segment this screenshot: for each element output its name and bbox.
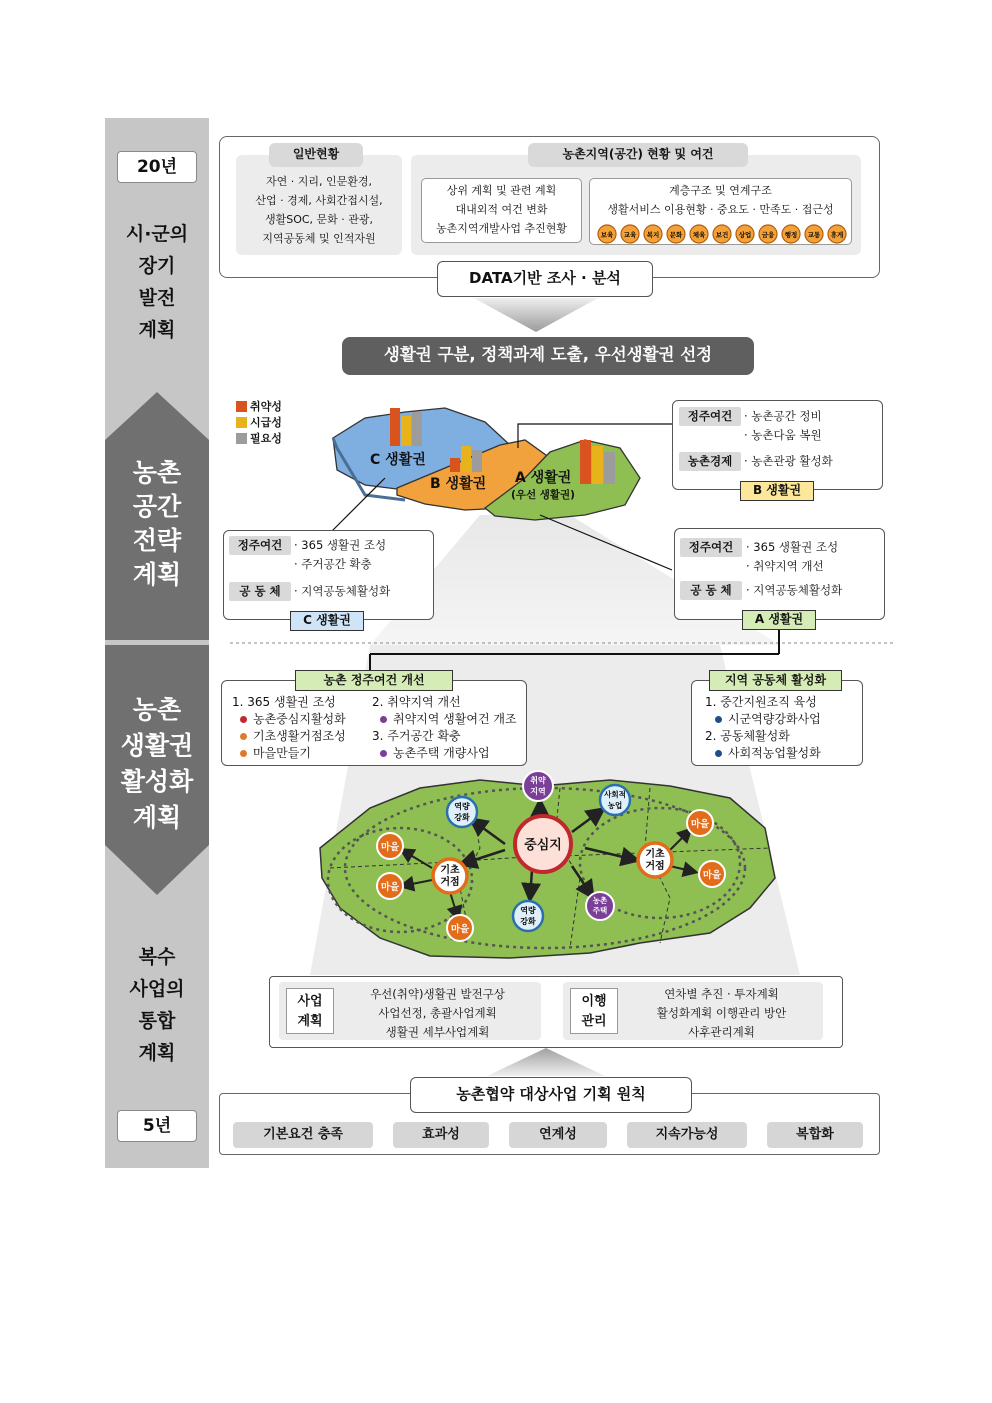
capacity-node bbox=[447, 797, 477, 827]
general-line: 생활SOC, 문화 · 관광, bbox=[264, 213, 374, 226]
svg-text:마을: 마을 bbox=[380, 842, 400, 853]
settlement-text: 2. 취약지역 개선 bbox=[372, 695, 461, 709]
settlement-col1 bbox=[232, 694, 346, 762]
settlement-item bbox=[372, 711, 517, 728]
svg-text:복지: 복지 bbox=[646, 231, 660, 239]
svg-text:강화: 강화 bbox=[520, 917, 536, 926]
service-circle bbox=[643, 224, 663, 244]
svg-text:행정: 행정 bbox=[784, 231, 798, 239]
svg-text:중심지: 중심지 bbox=[524, 838, 562, 853]
service-circle bbox=[781, 224, 801, 244]
svg-text:기초: 기초 bbox=[645, 849, 665, 860]
settlement-text: 기초생활거점조성 bbox=[253, 729, 346, 743]
legend bbox=[236, 398, 316, 446]
capacity-node bbox=[513, 901, 543, 931]
zone-a-tag: A 생활권 bbox=[742, 610, 816, 630]
svg-text:역량: 역량 bbox=[454, 802, 470, 811]
zone-c-items1 bbox=[294, 536, 386, 574]
community-items bbox=[705, 694, 821, 762]
community-title: 지역 공동체 활성화 bbox=[709, 670, 842, 691]
settlement-item bbox=[372, 745, 517, 762]
stage-activation-plan: 농촌 생활권 활성화 계획 bbox=[120, 695, 194, 832]
village-node bbox=[699, 861, 725, 887]
zone-a-items1 bbox=[746, 538, 838, 576]
settlement-title: 농촌 정주여건 개선 bbox=[295, 670, 453, 691]
bullet-blue bbox=[715, 716, 722, 723]
zone-b-items1 bbox=[744, 407, 822, 445]
bar-a-urgent bbox=[592, 446, 603, 484]
zone-c-item: · 365 생활권 조성 bbox=[294, 538, 387, 552]
village-node bbox=[687, 810, 713, 836]
bar-a-need bbox=[604, 452, 615, 484]
svg-text:금융: 금융 bbox=[761, 231, 775, 239]
implementation-lines bbox=[624, 985, 819, 1042]
zone-a-item: · 지역공동체활성화 bbox=[746, 583, 843, 597]
svg-text:마을: 마을 bbox=[380, 882, 400, 893]
rural-left-line: 대내외적 여건 변화 bbox=[455, 203, 548, 216]
settlement-text: 3. 주거공간 확충 bbox=[372, 729, 461, 743]
legend-item bbox=[236, 414, 316, 430]
community-text: 2. 공동체활성화 bbox=[705, 729, 790, 743]
bar-a-vuln bbox=[580, 440, 591, 484]
bullet-orange bbox=[240, 750, 247, 757]
settlement-text: 마을만들기 bbox=[253, 746, 311, 760]
principle-sustainability: 지속가능성 bbox=[627, 1122, 747, 1148]
region-map bbox=[325, 400, 655, 530]
general-line: 산업 · 경제, 사회간접시설, bbox=[255, 194, 383, 207]
settlement-col2 bbox=[372, 694, 517, 762]
settlement-heading bbox=[372, 694, 517, 711]
data-analysis-label: DATA기반 조사 · 분석 bbox=[437, 261, 653, 297]
year-top-badge: 20년 bbox=[117, 151, 197, 183]
housing-node bbox=[586, 892, 614, 920]
project-plan-label: 사업 계획 bbox=[286, 988, 334, 1034]
legend-swatch bbox=[236, 417, 247, 428]
bar-b-vuln bbox=[450, 458, 460, 472]
year-bottom-badge: 5년 bbox=[117, 1110, 197, 1142]
community-item bbox=[705, 745, 821, 762]
general-line: 자연 · 지리, 인문환경, bbox=[266, 175, 372, 188]
social-farm-node bbox=[600, 785, 630, 815]
zone-b-label2: 농촌경제 bbox=[679, 452, 741, 471]
village-node bbox=[447, 915, 473, 941]
community-heading bbox=[705, 694, 821, 711]
svg-text:농촌: 농촌 bbox=[592, 896, 608, 905]
map-label-a: A 생활권 bbox=[515, 470, 572, 486]
general-title: 일반현황 bbox=[269, 143, 363, 167]
implementation-line: 사후관리계획 bbox=[688, 1025, 755, 1039]
settlement-item bbox=[232, 711, 346, 728]
zone-b-item: · 농촌공간 정비 bbox=[744, 409, 822, 423]
community-heading bbox=[705, 728, 821, 745]
svg-text:농업: 농업 bbox=[607, 801, 623, 810]
bar-c-need bbox=[412, 412, 422, 446]
zone-a-label1: 정주여건 bbox=[680, 538, 742, 557]
svg-text:보육: 보육 bbox=[600, 231, 614, 239]
svg-text:마을: 마을 bbox=[690, 819, 710, 830]
svg-text:강화: 강화 bbox=[454, 813, 470, 822]
rural-title: 농촌지역(공간) 현황 및 여건 bbox=[528, 143, 748, 167]
svg-text:거점: 거점 bbox=[645, 861, 665, 872]
project-plan-lines bbox=[340, 985, 535, 1042]
zone-b-item: · 농촌다움 복원 bbox=[744, 428, 822, 442]
project-plan-line: 생활권 세부사업계획 bbox=[385, 1025, 490, 1039]
legend-item bbox=[236, 398, 316, 414]
zone-c-item: · 주거공간 확충 bbox=[294, 557, 372, 571]
up-arrow bbox=[487, 1048, 605, 1076]
svg-text:거점: 거점 bbox=[440, 877, 460, 888]
legend-swatch bbox=[236, 401, 247, 412]
zone-b-label1: 정주여건 bbox=[679, 407, 741, 426]
vulnerable-node bbox=[523, 771, 553, 801]
legend-swatch bbox=[236, 433, 247, 444]
bullet-purple bbox=[380, 750, 387, 757]
bullet-red bbox=[240, 716, 247, 723]
legend-label: 취약성 bbox=[250, 400, 282, 413]
legend-label: 필요성 bbox=[250, 432, 282, 445]
principle-complexity: 복합화 bbox=[767, 1122, 863, 1148]
community-text: 사회적농업활성화 bbox=[728, 746, 821, 760]
general-lines bbox=[236, 172, 402, 248]
service-circle bbox=[620, 224, 640, 244]
service-circle bbox=[758, 224, 778, 244]
village-node bbox=[377, 833, 403, 859]
service-circle bbox=[597, 224, 617, 244]
bullet-purple bbox=[380, 716, 387, 723]
split-arrows bbox=[0, 630, 992, 680]
principle-effectiveness: 효과성 bbox=[393, 1122, 489, 1148]
stage-space-strategy: 농촌 공간 전략 계획 bbox=[132, 458, 182, 589]
settlement-text: 취약지역 생활여건 개조 bbox=[393, 712, 517, 726]
rural-left-line: 상위 계획 및 관련 계획 bbox=[446, 184, 557, 197]
project-plan-line: 우선(취약)생활권 발전구상 bbox=[370, 987, 505, 1001]
zone-c-item: · 지역공동체활성화 bbox=[294, 584, 391, 598]
zone-c-label2: 공 동 체 bbox=[229, 582, 291, 601]
svg-text:마을: 마을 bbox=[702, 870, 722, 881]
svg-text:지역: 지역 bbox=[530, 787, 546, 796]
bar-b-need bbox=[472, 450, 482, 472]
project-plan-line: 사업선정, 총괄사업계획 bbox=[378, 1006, 497, 1020]
service-circle bbox=[689, 224, 709, 244]
rural-right-title: 계층구조 및 연계구조 bbox=[669, 184, 772, 197]
zoning-banner: 생활권 구분, 정책과제 도출, 우선생활권 선정 bbox=[342, 337, 754, 375]
service-circle bbox=[804, 224, 824, 244]
map-label-b: B 생활권 bbox=[430, 476, 487, 492]
center-node bbox=[515, 816, 571, 872]
svg-text:교육: 교육 bbox=[623, 231, 637, 239]
stage-integration-plan: 복수 사업의 통합 계획 bbox=[129, 946, 185, 1064]
community-text: 시군역량강화사업 bbox=[728, 712, 821, 726]
settlement-text: 농촌주택 개량사업 bbox=[393, 746, 490, 760]
map-label-a-sub: (우선 생활권) bbox=[511, 489, 575, 501]
service-circle bbox=[827, 224, 847, 244]
svg-text:휴게: 휴게 bbox=[830, 231, 844, 239]
bullet-blue bbox=[715, 750, 722, 757]
zone-c-tag: C 생활권 bbox=[290, 611, 364, 631]
svg-text:기초: 기초 bbox=[440, 865, 460, 876]
zone-b-item: · 농촌관광 활성화 bbox=[744, 454, 833, 468]
service-circles bbox=[597, 224, 847, 244]
rural-left-lines bbox=[421, 181, 582, 238]
svg-text:상업: 상업 bbox=[738, 231, 752, 239]
svg-text:주택: 주택 bbox=[592, 906, 608, 915]
service-circle bbox=[712, 224, 732, 244]
principles-title: 농촌협약 대상사업 기획 원칙 bbox=[410, 1077, 692, 1113]
svg-text:보건: 보건 bbox=[715, 231, 729, 239]
map-label-c: C 생활권 bbox=[370, 452, 426, 468]
village-node bbox=[377, 873, 403, 899]
settlement-text: 1. 365 생활권 조성 bbox=[232, 695, 336, 709]
service-circle bbox=[666, 224, 686, 244]
stage-city-plan: 시·군의 장기 발전 계획 bbox=[125, 223, 189, 341]
rural-right-sub: 생활서비스 이용현황 · 중요도 · 만족도 · 접근성 bbox=[607, 203, 834, 216]
bullet-orange bbox=[240, 733, 247, 740]
bar-c-urgent bbox=[401, 416, 411, 446]
legend-item bbox=[236, 430, 316, 446]
principle-basic: 기본요건 충족 bbox=[233, 1122, 373, 1148]
general-line: 지역공동체 및 인적자원 bbox=[262, 232, 376, 245]
implementation-line: 활성화계획 이행관리 방안 bbox=[656, 1006, 787, 1020]
bar-c-vuln bbox=[390, 408, 400, 446]
svg-text:사회적: 사회적 bbox=[604, 790, 626, 799]
zone-c-label1: 정주여건 bbox=[229, 536, 291, 555]
down-arrow-1 bbox=[474, 298, 598, 332]
zone-a-item: · 365 생활권 조성 bbox=[746, 540, 839, 554]
settlement-heading bbox=[232, 694, 346, 711]
rural-left-line: 농촌지역개발사업 추진현황 bbox=[435, 222, 567, 235]
svg-text:취약: 취약 bbox=[530, 776, 546, 785]
svg-text:교통: 교통 bbox=[807, 231, 821, 239]
community-item bbox=[705, 711, 821, 728]
zone-a-item: · 취약지역 개선 bbox=[746, 559, 824, 573]
implementation-line: 연차별 추진 · 투자계획 bbox=[664, 987, 779, 1001]
svg-text:체육: 체육 bbox=[692, 231, 706, 239]
settlement-heading bbox=[372, 728, 517, 745]
settlement-item bbox=[232, 728, 346, 745]
svg-text:역량: 역량 bbox=[520, 906, 536, 915]
network-map bbox=[310, 768, 780, 968]
svg-text:문화: 문화 bbox=[669, 231, 683, 239]
implementation-label: 이행 관리 bbox=[570, 988, 618, 1034]
svg-text:마을: 마을 bbox=[450, 924, 470, 935]
service-circle bbox=[735, 224, 755, 244]
settlement-item bbox=[232, 745, 346, 762]
base-node-right bbox=[638, 843, 672, 877]
legend-label: 시급성 bbox=[250, 416, 282, 429]
zone-b-tag: B 생활권 bbox=[740, 481, 814, 501]
community-text: 1. 중간지원조직 육성 bbox=[705, 695, 817, 709]
settlement-text: 농촌중심지활성화 bbox=[253, 712, 346, 726]
zone-a-label2: 공 동 체 bbox=[680, 581, 742, 600]
bar-b-urgent bbox=[461, 446, 471, 472]
base-node-left bbox=[433, 859, 467, 893]
principle-linkage: 연계성 bbox=[509, 1122, 607, 1148]
